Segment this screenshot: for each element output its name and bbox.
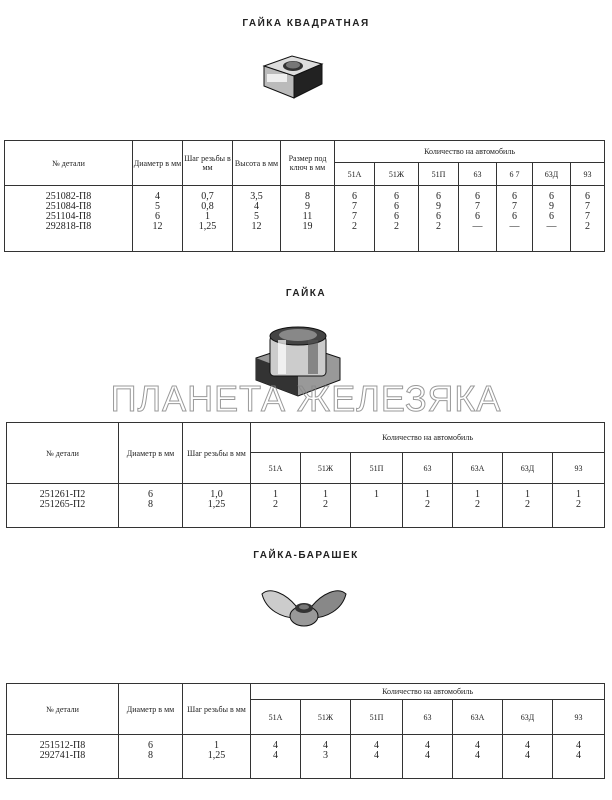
qty-value: 7 bbox=[585, 211, 591, 222]
model-header: 63Д bbox=[503, 700, 553, 735]
diameter-value: 6 bbox=[148, 740, 153, 751]
qty-column bbox=[453, 484, 503, 528]
height-value: 3,5 bbox=[250, 191, 263, 202]
part-column bbox=[7, 735, 119, 779]
model-header: 51А bbox=[251, 453, 301, 484]
pitch-value: 1,25 bbox=[207, 499, 226, 510]
qty-value: 6 bbox=[436, 211, 441, 222]
diameter-column bbox=[133, 186, 183, 252]
model-header: 51Ж bbox=[375, 163, 419, 186]
pitch-value: 1 bbox=[214, 740, 219, 751]
part-number: 251104-П8 bbox=[45, 211, 92, 222]
header-pitch: Шаг резьбы в мм bbox=[183, 141, 233, 186]
watermark: ПЛАНЕТА ЖЕЛЕЗЯКА bbox=[110, 378, 502, 419]
header-diameter: Диаметр в мм bbox=[119, 423, 183, 484]
model-header: 63А bbox=[453, 453, 503, 484]
model-header: 6 7 bbox=[497, 163, 533, 186]
part-number: 251082-П8 bbox=[45, 191, 92, 202]
qty-value: 2 bbox=[352, 221, 357, 232]
part-number: 251512-П8 bbox=[39, 740, 86, 751]
header-part: № детали bbox=[7, 684, 119, 735]
qty-value: 6 bbox=[394, 191, 399, 202]
header-pitch: Шаг резьбы в мм bbox=[183, 684, 251, 735]
pitch-value: 1 bbox=[205, 211, 210, 222]
qty-value: 4 bbox=[475, 750, 480, 761]
qty-value: 2 bbox=[525, 499, 530, 510]
qty-column bbox=[403, 484, 453, 528]
qty-value: 4 bbox=[273, 740, 278, 751]
qty-value: 6 bbox=[512, 191, 517, 202]
model-header: 93 bbox=[553, 700, 605, 735]
diameter-column bbox=[119, 484, 183, 528]
qty-value: — bbox=[509, 221, 520, 232]
header-height: Высота в мм bbox=[233, 141, 281, 186]
qty-value: — bbox=[546, 221, 557, 232]
qty-value bbox=[351, 500, 402, 510]
qty-column bbox=[503, 735, 553, 779]
qty-value: 2 bbox=[576, 499, 582, 510]
model-header: 63Д bbox=[503, 453, 553, 484]
qty-column bbox=[301, 484, 351, 528]
nut-table bbox=[6, 422, 605, 528]
model-header: 51Ж bbox=[301, 453, 351, 484]
qty-value: 4 bbox=[374, 740, 379, 751]
qty-value: 2 bbox=[323, 499, 328, 510]
qty-value: 7 bbox=[352, 211, 357, 222]
diameter-value: 8 bbox=[148, 750, 153, 761]
qty-column bbox=[553, 484, 605, 528]
qty-value: 6 bbox=[549, 191, 554, 202]
qty-value: 6 bbox=[352, 191, 357, 202]
pitch-value: 1,25 bbox=[207, 750, 226, 761]
height-column bbox=[233, 186, 281, 252]
qty-value: — bbox=[472, 221, 483, 232]
diameter-column bbox=[119, 735, 183, 779]
header-quantity: Количество на автомобиль bbox=[251, 423, 605, 453]
model-header: 51А bbox=[335, 163, 375, 186]
qty-column bbox=[503, 484, 553, 528]
qty-value: 7 bbox=[585, 201, 591, 212]
qty-value: 1 bbox=[323, 489, 328, 500]
qty-value: 3 bbox=[323, 750, 328, 761]
qty-value: 4 bbox=[525, 750, 530, 761]
qty-value: 7 bbox=[475, 201, 480, 212]
key-value: 19 bbox=[302, 221, 313, 232]
qty-value: 4 bbox=[273, 750, 278, 761]
part-column bbox=[5, 186, 133, 252]
qty-value: 1 bbox=[374, 489, 379, 500]
qty-value: 4 bbox=[475, 740, 480, 751]
qty-value: 9 bbox=[436, 201, 441, 212]
qty-value: 2 bbox=[394, 221, 399, 232]
header-diameter: Диаметр в мм bbox=[119, 684, 183, 735]
model-header: 51П bbox=[351, 700, 403, 735]
model-header: 63 bbox=[403, 700, 453, 735]
height-value: 12 bbox=[251, 221, 262, 232]
model-header: 51А bbox=[251, 700, 301, 735]
model-header: 51Ж bbox=[301, 700, 351, 735]
qty-column bbox=[403, 735, 453, 779]
header-part: № детали bbox=[5, 141, 133, 186]
qty-value: 4 bbox=[576, 750, 582, 761]
diameter-value: 5 bbox=[155, 201, 160, 212]
qty-value: 7 bbox=[512, 201, 517, 212]
qty-column bbox=[251, 484, 301, 528]
key-column bbox=[281, 186, 335, 252]
section-title-nut: ГАЙКА bbox=[285, 288, 327, 299]
qty-value: 1 bbox=[475, 489, 480, 500]
key-value: 9 bbox=[305, 201, 310, 212]
pitch-column bbox=[183, 735, 251, 779]
qty-column bbox=[553, 735, 605, 779]
qty-value: 1 bbox=[576, 489, 582, 500]
diameter-value: 4 bbox=[155, 191, 160, 202]
qty-value: 6 bbox=[512, 211, 517, 222]
part-column bbox=[7, 484, 119, 528]
model-header: 51П bbox=[351, 453, 403, 484]
model-header: 93 bbox=[571, 163, 605, 186]
qty-value: 4 bbox=[425, 750, 430, 761]
qty-value: 4 bbox=[374, 750, 379, 761]
key-value: 11 bbox=[302, 211, 313, 222]
qty-value: 6 bbox=[394, 211, 399, 222]
qty-value: 9 bbox=[549, 201, 554, 212]
part-number: 292741-П8 bbox=[39, 750, 86, 761]
qty-value: 4 bbox=[425, 740, 430, 751]
model-header: 93 bbox=[553, 453, 605, 484]
diameter-value: 12 bbox=[152, 221, 163, 232]
qty-value: 2 bbox=[475, 499, 480, 510]
height-value: 4 bbox=[254, 201, 259, 212]
qty-value: 6 bbox=[585, 191, 591, 202]
qty-value: 1 bbox=[425, 489, 430, 500]
model-header: 63 bbox=[459, 163, 497, 186]
qty-column bbox=[571, 186, 605, 252]
qty-value: 2 bbox=[436, 221, 441, 232]
model-header: 63Д bbox=[533, 163, 571, 186]
wing-nut-icon bbox=[256, 584, 352, 634]
qty-value: 2 bbox=[425, 499, 430, 510]
pitch-column bbox=[183, 186, 233, 252]
table-body bbox=[5, 186, 605, 252]
qty-value: 4 bbox=[525, 740, 530, 751]
diameter-value: 8 bbox=[148, 499, 153, 510]
square-nut-icon bbox=[258, 52, 328, 102]
header-quantity: Количество на автомобиль bbox=[335, 141, 605, 163]
qty-value: 4 bbox=[576, 740, 582, 751]
section-title-wing-nut: ГАЙКА-БАРАШЕК bbox=[253, 550, 359, 561]
pitch-value: 1,25 bbox=[198, 221, 217, 232]
qty-column bbox=[419, 186, 459, 252]
qty-column bbox=[375, 186, 419, 252]
model-header: 63 bbox=[403, 453, 453, 484]
qty-column bbox=[453, 735, 503, 779]
diameter-value: 6 bbox=[155, 211, 160, 222]
model-header: 51П bbox=[419, 163, 459, 186]
qty-value: 1 bbox=[273, 489, 278, 500]
header-part: № детали bbox=[7, 423, 119, 484]
qty-column bbox=[351, 484, 403, 528]
part-number: 251265-П2 bbox=[39, 499, 86, 510]
qty-value: 6 bbox=[436, 191, 441, 202]
header-diameter: Диаметр в мм bbox=[133, 141, 183, 186]
qty-column bbox=[335, 186, 375, 252]
header-pitch: Шаг резьбы в мм bbox=[183, 423, 251, 484]
header-quantity: Количество на автомобиль bbox=[251, 684, 605, 700]
header-key: Размер под ключ в мм bbox=[281, 141, 335, 186]
pitch-column bbox=[183, 484, 251, 528]
qty-column bbox=[459, 186, 497, 252]
qty-column bbox=[533, 186, 571, 252]
diameter-value: 6 bbox=[148, 489, 153, 500]
qty-value: 2 bbox=[585, 221, 591, 232]
model-header: 63А bbox=[453, 700, 503, 735]
qty-column bbox=[251, 735, 301, 779]
part-number: 292818-П8 bbox=[45, 221, 92, 232]
part-number: 251261-П2 bbox=[39, 489, 86, 500]
square-nut-table bbox=[4, 140, 605, 252]
qty-column bbox=[301, 735, 351, 779]
qty-value: 7 bbox=[352, 201, 357, 212]
part-number: 251084-П8 bbox=[45, 201, 92, 212]
height-value: 5 bbox=[254, 211, 259, 222]
pitch-value: 0,7 bbox=[201, 191, 214, 202]
qty-column bbox=[351, 735, 403, 779]
qty-value: 6 bbox=[394, 201, 399, 212]
qty-value: 4 bbox=[323, 740, 328, 751]
qty-value: 6 bbox=[475, 191, 480, 202]
qty-value: 6 bbox=[475, 211, 480, 222]
section-title-square-nut: ГАЙКА КВАДРАТНАЯ bbox=[242, 18, 370, 29]
key-value: 8 bbox=[305, 191, 310, 202]
qty-value: 1 bbox=[525, 489, 530, 500]
wing-nut-table bbox=[6, 683, 605, 779]
qty-value: 6 bbox=[549, 211, 554, 222]
pitch-value: 0,8 bbox=[201, 201, 214, 212]
pitch-value: 1,0 bbox=[210, 489, 223, 500]
qty-column bbox=[497, 186, 533, 252]
qty-value: 2 bbox=[273, 499, 278, 510]
